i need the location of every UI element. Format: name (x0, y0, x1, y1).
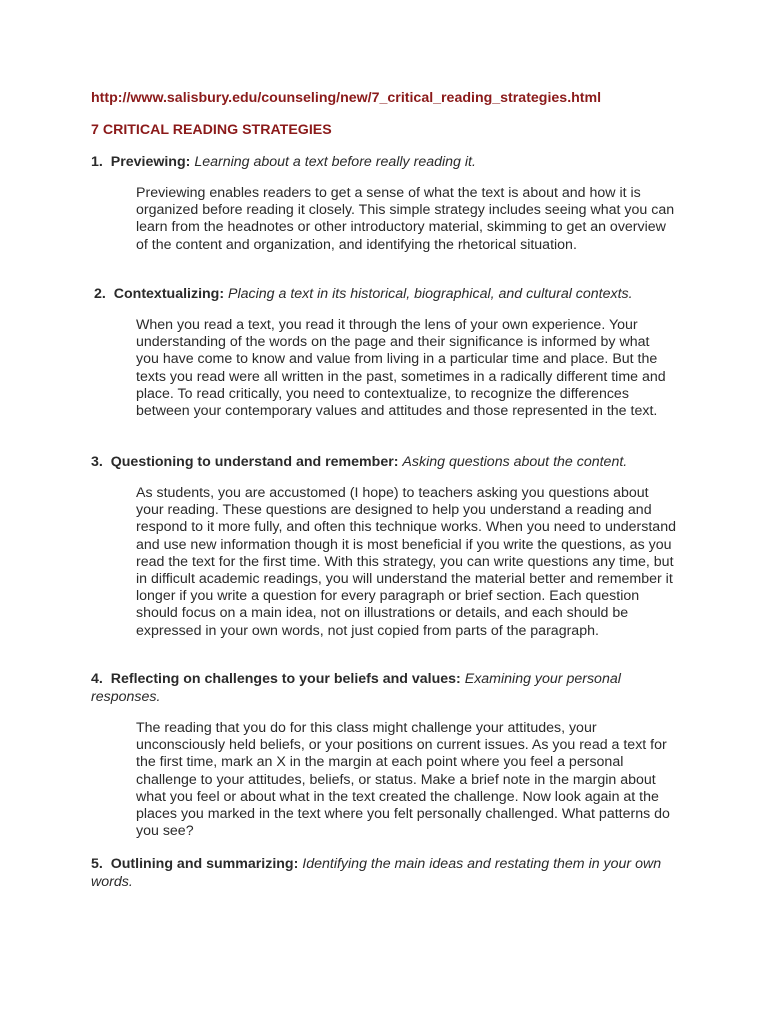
section-heading-questioning (91, 453, 691, 471)
section-tagline: Examining your personal responses. (91, 671, 621, 705)
section-body-previewing: Previewing enables readers to get a sense of what the text is about and how it is organized before reading it closely. This simple strategy includes seeing what you can learn from the headnotes or other introductory material, skimming to get an overview of the content and organization, and identifying the rhetorical situation. (136, 185, 675, 253)
section-name: Contextualizing: (113, 286, 225, 302)
section-tagline: Asking questions about the content. (402, 454, 628, 470)
section-heading-outlining (91, 855, 681, 891)
section-tagline: Identifying the main ideas and restating them in your own words. (91, 856, 662, 890)
section-heading-reflecting (91, 670, 671, 706)
section-body-reflecting: The reading that you do for this class might challenge your attitudes, your unconsciously held beliefs, or your positions on current issues. As you read a text for the first time, mark an X in the margin at each point where you feel a personal challenge to your attitudes, beliefs, or status. Make a brief note in the margin about what you feel or about what in the text created the challenge. Now look again at the places you marked in the text where you felt personally challenged. What patterns do you see? (136, 720, 670, 840)
section-body-questioning: As students, you are accustomed (I hope) to teachers asking you questions about your reading. These questions are designed to help you understand a reading and respond to it more fully, and often this technique works. When you need to understand and use new information though it is most beneficial if you write the questions, as you read the text for the first time. With this strategy, you can write questions any time, but in difficult academic readings, you will understand the material better and remember it longer if you write a question for every paragraph or brief section. Each question should focus on a main idea, not on illustrations or details, and each should be expressed in your own words, not just copied from parts of the paragraph. (136, 485, 676, 639)
section-number: 4. (91, 671, 103, 687)
document-title: 7 CRITICAL READING STRATEGIES (91, 122, 332, 138)
section-tagline: Placing a text in its historical, biographical, and cultural contexts. (228, 286, 633, 302)
section-heading-contextualizing (94, 285, 694, 303)
section-heading-previewing (91, 153, 691, 171)
section-name: Previewing: (110, 154, 191, 170)
section-number: 1. (91, 154, 103, 170)
section-name: Reflecting on challenges to your beliefs and values: (110, 671, 461, 687)
section-name: Questioning to understand and remember: (110, 454, 399, 470)
section-number: 2. (94, 286, 106, 302)
section-number: 3. (91, 454, 103, 470)
section-number: 5. (91, 856, 103, 872)
source-url[interactable]: http://www.salisbury.edu/counseling/new/7_critical_reading_strategies.html (91, 90, 602, 106)
section-tagline: Learning about a text before really reading it. (194, 154, 476, 170)
section-body-contextualizing: When you read a text, you read it through the lens of your own experience. Your understanding of the words on the page and their significance is informed by what you have come to know and value from living in a particular time and place. But the texts you read were all written in the past, sometimes in a radically different time and place. To read critically, you need to contextualize, to recognize the differences between your contemporary values and attitudes and those represented in the text. (136, 317, 666, 420)
section-name: Outlining and summarizing: (110, 856, 299, 872)
